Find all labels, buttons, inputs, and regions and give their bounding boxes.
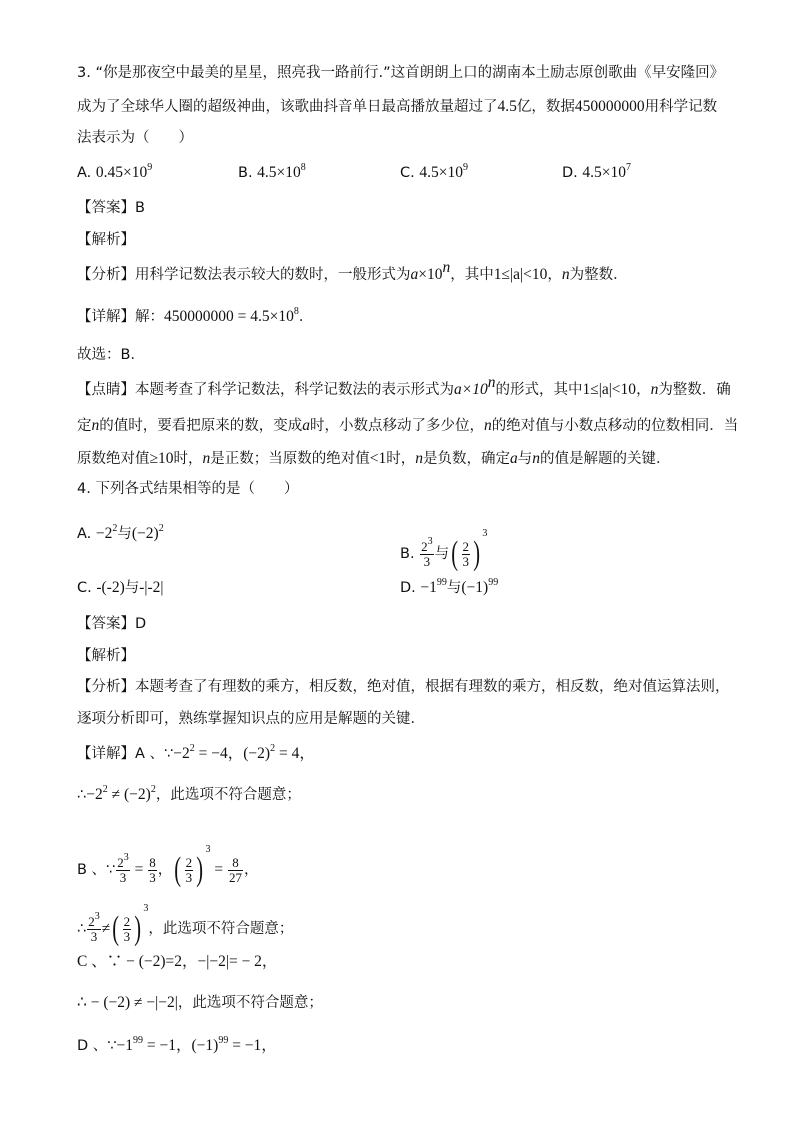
q4-stem (77, 479, 298, 499)
q3-xiangjie-tag: 【详解】 (77, 309, 135, 325)
q4-option-b-paren-fraction (462, 540, 471, 569)
q3-stem-text-1: “你是那夜空中最美的星星，照亮我一路前行.”这首朗朗上口的湖南本土励志原创歌曲《早安隆回》 (95, 65, 725, 81)
q4-conclusion-c (77, 993, 323, 1013)
q4-detail-b-eq2: = (210, 861, 227, 878)
q4-xiangjie-tag: 【详解】 (77, 746, 135, 762)
q4-conclusion-b-post: ，此选项不符合题意； (148, 921, 294, 937)
q4-detail-d-left: −1 (116, 1037, 133, 1054)
q4-option-a-right: (−2) (131, 525, 159, 542)
q3-stem-number-45: 4.5 (497, 98, 517, 115)
q3-dianjing-n-1: n (650, 381, 659, 398)
q4-conclusion-b-frac (87, 910, 101, 944)
q3-dianjing-tag: 【点睛】 (77, 382, 135, 398)
q4-option-c-left: -(-2) (96, 579, 125, 596)
q3-xiangjie-text: 解： (135, 309, 164, 325)
q4-option-c-right: -|-2| (139, 579, 164, 596)
q3-dianjing-text-3e: 是负数，确定 (423, 451, 511, 467)
q3-dianjing-text-3b: 时， (173, 451, 203, 467)
q3-fenxi-n-exp: n (442, 259, 451, 276)
q3-fenxi-tag: 【分析】 (77, 267, 135, 283)
q4-detail-b-end: ， (243, 862, 259, 878)
q3-dianjing-n-4: n (202, 450, 211, 467)
q3-fenxi (77, 259, 628, 285)
q4-option-b-num-exp: 3 (427, 535, 433, 547)
q4-option-b-pnum: 2 (462, 538, 469, 554)
q4-conclusion-b (77, 891, 293, 947)
q4-conclusion-a-right-exp: 2 (150, 784, 156, 795)
q3-option-d-label: D. (562, 165, 578, 181)
q4-option-d-label: D. (400, 580, 416, 596)
q4-option-d-right: (−1) (461, 579, 489, 596)
q3-option-a-label: A. (77, 165, 92, 181)
q3-stem-number-450000000: 450000000 (574, 98, 645, 115)
q3-fenxi-n: n (561, 266, 570, 283)
q4-option-b-pden: 3 (462, 553, 469, 569)
q3-stem-text-2c: 用科学记数 (644, 99, 718, 115)
q3-stem-text-2a: 成为了全球华人圈的超级神曲，该歌曲抖音单日最高播放量超过了 (77, 99, 498, 115)
q3-dianjing-text-1c: ， (636, 382, 651, 398)
q4-detail-d-right: (−1) (191, 1037, 219, 1054)
q3-answer (77, 198, 145, 218)
q4-conclusion-b-rparen: ) (134, 910, 142, 947)
q3-analysis-tag: 【解析】 (77, 232, 135, 248)
q4-option-c-mid: 与 (124, 580, 140, 596)
q3-dianjing-a-1: a (302, 417, 310, 434)
q3-dianjing-lt1: <1 (369, 450, 387, 467)
q4-conclusion-b-pexp: 3 (143, 903, 149, 914)
q4-conclusion-b-pnum: 2 (123, 913, 131, 929)
q3-stem-line-1 (77, 63, 724, 83)
q3-stem-line-2 (77, 97, 717, 117)
q4-detail-c: C 、∵ − (−2)=2，−|−2|= − 2， (77, 953, 278, 970)
q4-conclusion-b-pden: 3 (123, 928, 131, 944)
q3-fenxi-text2: ，其中 (450, 267, 494, 283)
q4-option-b-den: 3 (423, 553, 431, 569)
q3-dianjing-text-1a: 本题考查了科学记数法，科学记数法的表示形式为 (135, 382, 454, 398)
q4-option-b-mid: 与 (434, 546, 450, 562)
q3-dianjing-text-2c: 时，小数点移动了多少位， (310, 418, 484, 434)
q4-detail-a-left-exp: 2 (189, 743, 195, 754)
q3-dianjing-text-3c: 是正数；当原数的绝对值 (210, 451, 370, 467)
q3-dianjing-text-3a: 原数绝对值 (77, 451, 150, 467)
q4-detail-b-val1-num: 8 (149, 854, 156, 870)
q4-option-b (400, 516, 487, 572)
q4-detail-b-pnum: 2 (185, 854, 193, 870)
q4-answer-tag: 【答案】 (77, 616, 135, 632)
q4-option-d-left-exp: 99 (436, 577, 447, 588)
q3-number: 3. (77, 65, 91, 81)
q3-dianjing-text-2a: 定 (77, 418, 92, 434)
q3-dianjing-text-2d: 的绝对值与小数点移动的位数相同．当 (491, 418, 739, 434)
q4-conclusion-a-right: (−2) (124, 786, 151, 803)
q4-detail-b-pfrac (185, 856, 194, 885)
q3-stem-text-2b: 亿，数据 (516, 99, 575, 115)
q4-fenxi-text-1: 本题考查了有理数的乘方，相反数，绝对值，根据有理数的乘方，相反数，绝对值运算法则， (135, 679, 730, 695)
q4-detail-a-pre: A 、∵ (135, 746, 174, 762)
q3-dianjing-text-1b: 的形式，其中 (495, 382, 583, 398)
q3-answer-tag: 【答案】 (77, 200, 135, 216)
q3-xiangjie (77, 307, 313, 327)
q4-detail-b-pden: 3 (185, 869, 193, 885)
q4-option-a-left: −2 (95, 525, 113, 542)
q4-conclusion-c-expr: ∴ − (−2) ≠ −|−2| (77, 994, 178, 1011)
q4-option-c-label: C. (77, 580, 92, 596)
q3-fenxi-a: a (410, 266, 419, 283)
q3-dianjing-text-3d: 时， (386, 451, 416, 467)
q3-option-c-label: C. (400, 165, 415, 181)
q3-dianjing-a-2: a (510, 450, 518, 467)
q4-detail-b-lparen: ( (174, 851, 182, 888)
q4-conclusion-a-left-exp: 2 (102, 784, 108, 795)
q3-option-b-label: B. (238, 165, 253, 181)
q4-conclusion-a-post: ，此选项不符合题意； (155, 787, 301, 803)
q3-option-b-base: 4.5×10 (257, 164, 301, 181)
q4-option-d-mid: 与 (446, 580, 462, 596)
q3-xiangjie-equation: 450000000 = 4.5×10 (164, 308, 294, 325)
q4-answer-value: D (135, 616, 147, 632)
q4-answer (77, 614, 146, 634)
q4-conclusion-b-lparen: ( (112, 910, 120, 947)
q4-detail-a-right-exp: 2 (270, 743, 276, 754)
q4-detail-b-num: 2 (117, 854, 124, 870)
q4-conclusion-a-left: −2 (86, 786, 103, 803)
q3-answer-value: B (135, 200, 145, 216)
q4-fenxi-line-1 (77, 677, 730, 697)
q4-option-a (77, 524, 164, 544)
q3-dianjing-line-2 (77, 416, 738, 436)
q4-option-d-right-exp: 99 (488, 577, 499, 588)
q4-detail-b (77, 832, 258, 888)
q4-detail-b-num-exp: 3 (123, 851, 129, 863)
q4-option-b-rparen: ) (473, 535, 481, 572)
q3-xiangjie-exp: 8 (293, 306, 299, 317)
q4-detail-d-left-eq: = −1， (143, 1037, 192, 1054)
q3-dianjing-n-5: n (415, 450, 424, 467)
q3-dianjing-form: a×10 (454, 381, 488, 398)
q4-fenxi-tag: 【分析】 (77, 679, 135, 695)
q3-option-c-base: 4.5×10 (419, 164, 463, 181)
q3-option-a (77, 163, 152, 183)
q3-stem-line-3: 法表示为（ ） (77, 130, 193, 146)
q4-conclusion-b-num: 2 (88, 913, 95, 929)
q4-detail-b-val2-num: 8 (228, 856, 243, 871)
q4-detail-a-left-eq: = −4， (194, 745, 244, 762)
q3-dianjing-line-3 (77, 449, 671, 469)
q3-guxuan: 故选：B． (77, 347, 145, 363)
q3-dianjing-text-3g: 的值是解题的关键． (540, 451, 671, 467)
q4-option-d (400, 578, 498, 598)
q4-option-b-fraction (420, 535, 434, 569)
q4-option-c (77, 578, 164, 598)
q3-fenxi-text: 用科学记数法表示较大的数时，一般形式为 (135, 267, 411, 283)
q4-detail-b-val2-den: 27 (228, 869, 242, 885)
q3-option-d (562, 163, 631, 183)
q4-conclusion-a (77, 785, 301, 805)
q4-detail-b-pre: B 、∵ (77, 862, 116, 878)
q4-conclusion-b-ne: ≠ (101, 920, 111, 937)
q4-option-d-left: −1 (420, 579, 437, 596)
q4-conclusion-a-ne: ≠ (107, 786, 124, 803)
q3-option-c-exp: 9 (462, 162, 468, 173)
q3-dianjing-text-1d: 为整数．确 (658, 382, 731, 398)
q3-option-a-exp: 9 (147, 162, 153, 173)
q4-number: 4. (77, 481, 91, 497)
q3-dianjing-n-6: n (532, 450, 541, 467)
q4-detail-b-eq1: = (130, 861, 148, 878)
q4-analysis-tag: 【解析】 (77, 648, 135, 664)
q4-detail-b-val1 (148, 856, 157, 885)
q4-detail-a-right: (−2) (243, 745, 271, 762)
q4-detail-d (77, 1036, 277, 1056)
q4-detail-d-right-eq: = −1， (228, 1037, 277, 1054)
q4-option-a-label: A. (77, 526, 92, 542)
q4-detail-a-right-eq: = 4， (275, 745, 315, 762)
q3-dianjing-ge10: ≥10 (149, 450, 174, 467)
q4-conclusion-b-pre: ∴ (77, 921, 87, 937)
q4-detail-b-val1-den: 3 (149, 869, 156, 885)
q4-detail-d-right-exp: 99 (218, 1035, 229, 1046)
q4-fenxi-line-2: 逐项分析即可，熟练掌握知识点的应用是解题的关键． (77, 711, 425, 727)
q3-fenxi-text3: ， (547, 267, 562, 283)
q3-option-b-exp: 8 (300, 162, 306, 173)
q4-option-b-lparen: ( (451, 535, 459, 572)
q4-detail-b-sep: ， (157, 862, 173, 878)
q4-option-b-num: 2 (421, 538, 428, 554)
q4-option-b-label: B. (400, 546, 415, 562)
q4-conclusion-b-den: 3 (90, 928, 98, 944)
q3-dianjing-n-2: n (91, 417, 100, 434)
q4-detail-a-left: −2 (173, 745, 190, 762)
q3-option-c (400, 163, 468, 183)
q4-conclusion-a-pre: ∴ (77, 787, 87, 803)
q3-dianjing-form-exp: n (487, 374, 496, 391)
q4-option-b-exp: 3 (482, 528, 488, 539)
q4-detail-b-val2 (228, 856, 243, 885)
q4-detail-b-rparen: ) (196, 851, 204, 888)
q4-detail-b-den: 3 (119, 869, 127, 885)
q4-detail-a (77, 744, 315, 764)
q4-detail-d-pre: D 、∵ (77, 1038, 117, 1054)
q3-option-d-base: 4.5×10 (582, 164, 627, 181)
q4-detail-d-left-exp: 99 (133, 1035, 143, 1046)
q3-dianjing-text-3f: 与 (517, 451, 533, 467)
q3-option-d-exp: 7 (626, 162, 632, 173)
q4-conclusion-b-num-exp: 3 (94, 910, 100, 922)
q4-stem-text: 下列各式结果相等的是（ ） (95, 481, 299, 497)
q4-option-a-left-exp: 2 (112, 523, 118, 534)
q4-detail-b-pexp: 3 (205, 844, 211, 855)
q3-fenxi-times10: ×10 (418, 266, 443, 283)
q3-option-a-base: 0.45×10 (95, 164, 148, 181)
q4-conclusion-c-post: ，此选项不符合题意； (177, 995, 323, 1011)
q3-dianjing-n-3: n (484, 417, 492, 434)
q3-xiangjie-end: ． (298, 309, 314, 325)
q3-dianjing-line-1 (77, 374, 731, 400)
q4-option-a-mid: 与 (117, 526, 132, 542)
q3-fenxi-text4: 为整数． (569, 267, 628, 283)
q4-option-a-right-exp: 2 (158, 523, 164, 534)
q4-detail-b-frac1 (116, 851, 130, 885)
q3-dianjing-range: 1≤|a|<10 (582, 381, 637, 398)
q3-dianjing-text-2b: 的值时，要看把原来的数，变成 (99, 418, 303, 434)
q4-conclusion-b-pfrac (123, 915, 132, 944)
q3-option-b (238, 163, 306, 183)
q3-fenxi-range: 1≤|a|<10 (493, 266, 548, 283)
